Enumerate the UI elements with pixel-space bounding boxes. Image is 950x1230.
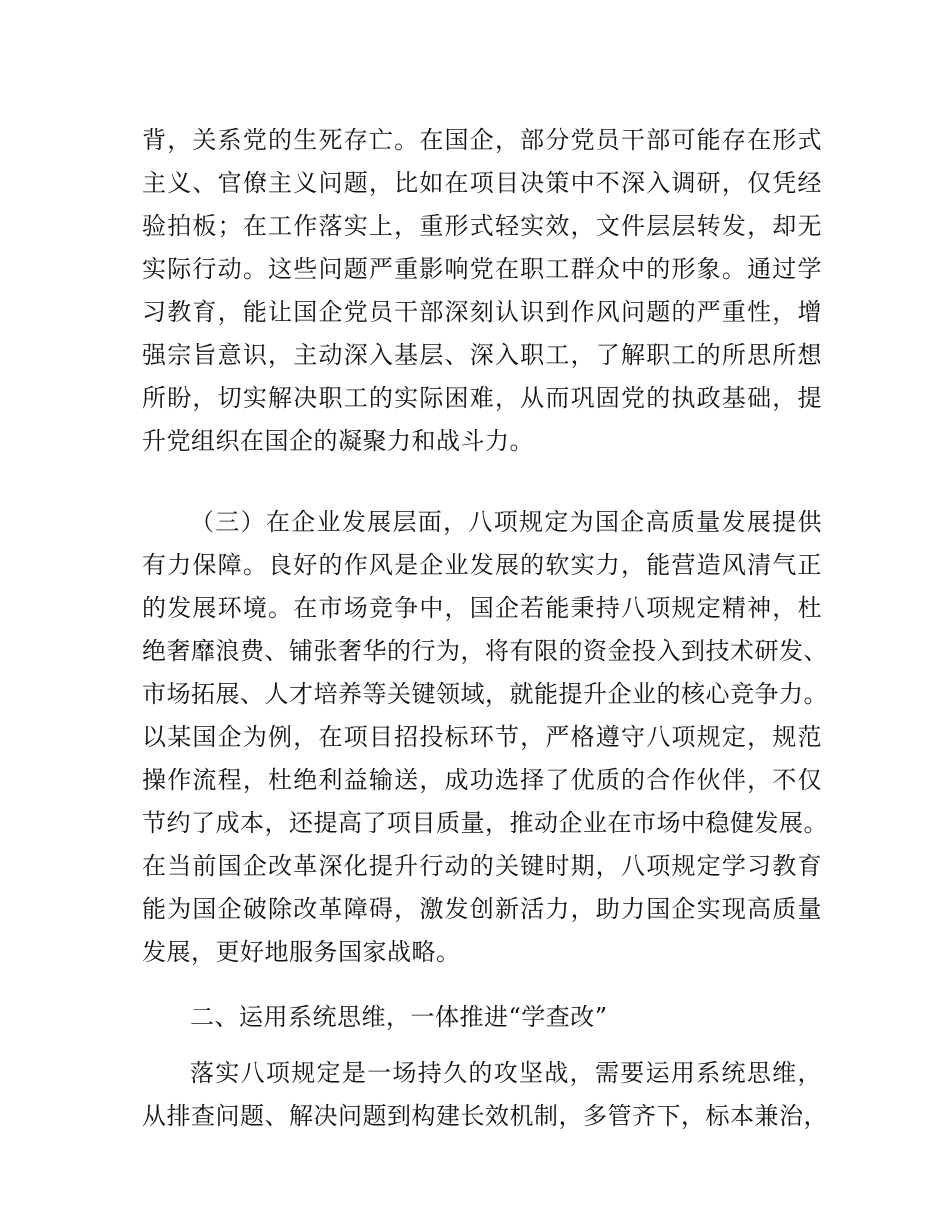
paragraph-line: 发展，更好地服务国家战略。	[142, 938, 461, 966]
paragraph-line: 升党组织在国企的凝聚力和战斗力。	[142, 427, 534, 455]
paragraph-line: 主义、官僚主义问题，比如在项目决策中不深入调研，仅凭经	[142, 169, 822, 197]
section-heading: 二、运用系统思维，一体推进“学查改”	[190, 1003, 608, 1031]
paragraph-line: 绝奢靡浪费、铺张奢华的行为，将有限的资金投入到技术研发、	[142, 637, 828, 665]
paragraph-line: 操作流程，杜绝利益输送，成功选择了优质的合作伙伴，不仅	[142, 766, 822, 794]
paragraph-line: 的发展环境。在市场竞争中，国企若能秉持八项规定精神，杜	[142, 594, 822, 622]
paragraph-line: （三）在企业发展层面，八项规定为国企高质量发展提供	[190, 508, 822, 536]
paragraph-line: 能为国企破除改革障碍，激发创新活力，助力国企实现高质量	[142, 895, 822, 923]
paragraph-line: 验拍板；在工作落实上，重形式轻实效，文件层层转发，却无	[142, 212, 822, 240]
paragraph-line: 所盼，切实解决职工的实际困难，从而巩固党的执政基础，提	[142, 384, 822, 412]
paragraph-line: 强宗旨意识，主动深入基层、深入职工，了解职工的所思所想	[142, 341, 822, 369]
paragraph-line: 在当前国企改革深化提升行动的关键时期，八项规定学习教育	[142, 852, 822, 880]
paragraph-line: 背，关系党的生死存亡。在国企，部分党员干部可能存在形式	[142, 126, 822, 154]
paragraph-line: 习教育，能让国企党员干部深刻认识到作风问题的严重性，增	[142, 298, 822, 326]
paragraph-line: 有力保障。良好的作风是企业发展的软实力，能营造风清气正	[142, 551, 822, 579]
paragraph-line: 落实八项规定是一场持久的攻坚战，需要运用系统思维，	[190, 1059, 822, 1087]
paragraph-line: 以某国企为例，在项目招投标环节，严格遵守八项规定，规范	[142, 723, 822, 751]
paragraph-line: 从排查问题、解决问题到构建长效机制，多管齐下，标本兼治，	[142, 1102, 828, 1130]
paragraph-line: 市场拓展、人才培养等关键领域，就能提升企业的核心竞争力。	[142, 680, 828, 708]
paragraph-line: 实际行动。这些问题严重影响党在职工群众中的形象。通过学	[142, 255, 822, 283]
paragraph-line: 节约了成本，还提高了项目质量，推动企业在市场中稳健发展。	[142, 809, 828, 837]
